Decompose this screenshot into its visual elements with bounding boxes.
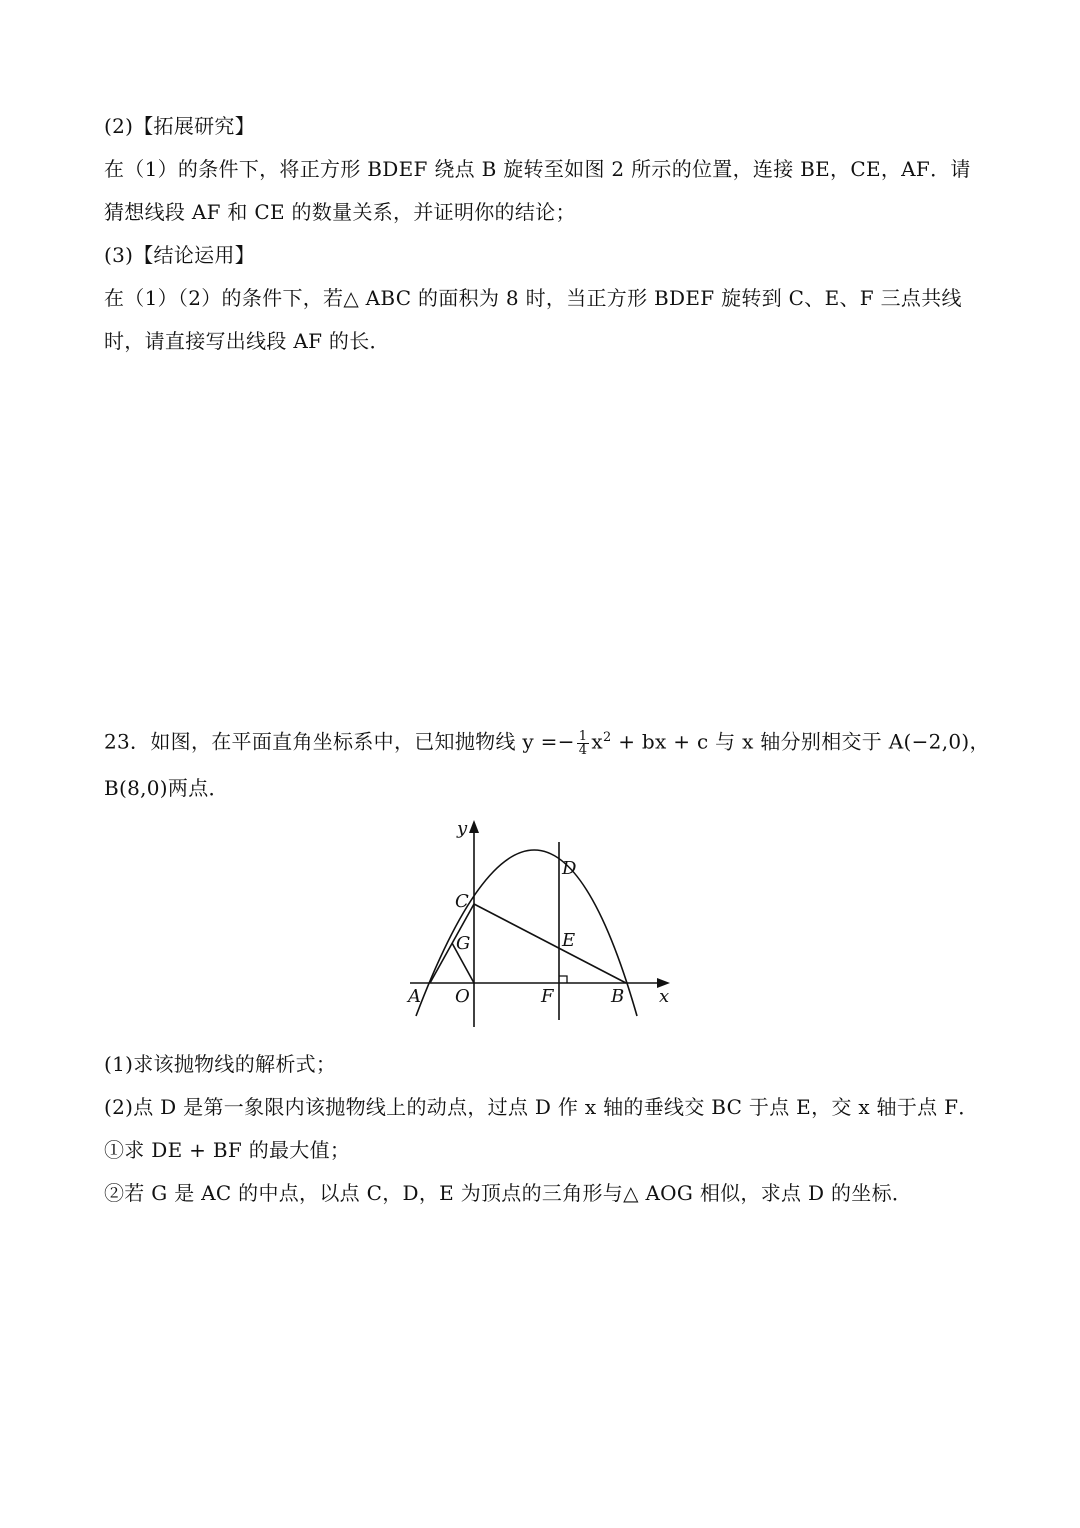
label-G: G: [456, 933, 471, 954]
q23-intro-line1: [104, 724, 990, 757]
label-O: O: [455, 986, 470, 1007]
q23-sub1: (1)求该抛物线的解析式；: [104, 1052, 337, 1076]
part2-heading: (2)【拓展研究】: [104, 114, 256, 138]
fraction: [577, 730, 590, 757]
segment-CB: [474, 904, 626, 983]
y-axis-arrow: [469, 820, 479, 833]
label-E: E: [562, 930, 576, 951]
label-A: A: [408, 986, 421, 1007]
part3-heading: (3)【结论运用】: [104, 243, 256, 267]
q23-intro-line2: B(8,0)两点．: [104, 776, 229, 800]
label-C: C: [455, 891, 469, 912]
q23-sub2a: ①求 DE + BF 的最大值；: [104, 1138, 351, 1162]
q23-intro-before: 23．如图，在平面直角坐标系中，已知抛物线 y =−: [104, 729, 575, 754]
parabola-curve: [416, 850, 637, 1016]
label-F: F: [541, 986, 554, 1007]
q23-sub2b: ②若 G 是 AC 的中点，以点 C，D，E 为顶点的三角形与△ AOG 相似，求点 D 的坐标．: [104, 1181, 913, 1205]
part3-text-line1: 在（1）（2）的条件下，若△ ABC 的面积为 8 时，当正方形 BDEF 旋转到 C、E、F 三点共线: [104, 286, 962, 310]
exponent: 2: [602, 730, 612, 745]
label-B: B: [611, 986, 625, 1007]
q23-intro-after: + bx + c 与 x 轴分别相交于 A(−2,0)，: [611, 729, 990, 754]
label-x: x: [659, 986, 670, 1007]
part3-text-line2: 时，请直接写出线段 AF 的长．: [104, 329, 390, 353]
part2-text-line1: 在（1）的条件下，将正方形 BDEF 绕点 B 旋转至如图 2 所示的位置，连接 BE，CE，AF．请: [104, 157, 971, 181]
label-y: y: [457, 818, 468, 839]
q23-sub2: (2)点 D 是第一象限内该抛物线上的动点，过点 D 作 x 轴的垂线交 BC 于点 E，交 x 轴于点 F．: [104, 1095, 979, 1119]
label-D: D: [562, 858, 577, 879]
fraction-numerator: 1: [578, 728, 588, 744]
parabola-figure: [400, 812, 680, 1032]
fraction-denominator: 4: [578, 742, 588, 758]
part2-text-line2: 猜想线段 AF 和 CE 的数量关系，并证明你的结论；: [104, 200, 576, 224]
right-angle-mark: [559, 976, 567, 983]
q23-intro-x: x: [591, 729, 603, 754]
